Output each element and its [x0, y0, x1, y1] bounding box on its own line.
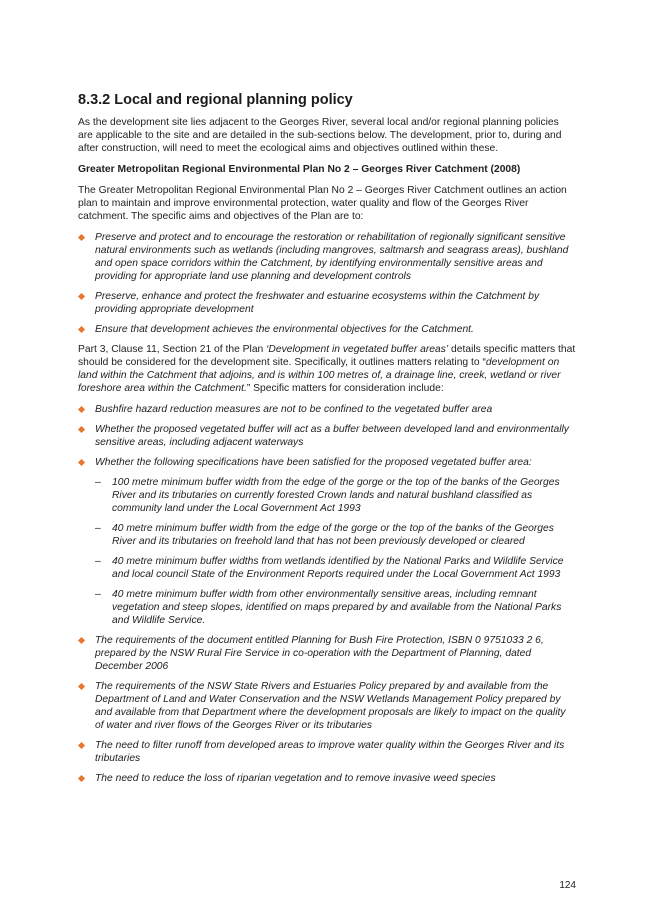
- list-item: The requirements of the NSW State Rivers and Estuaries Policy prepared by and available from the Department of Land and Water Conservation and the NSW Wetlands Management Policy prepared by and available from that Department where the development proposals are likely to impact on the quality of water and river flows of the Georges River or its tributaries: [78, 680, 576, 732]
- list-item: The need to reduce the loss of riparian vegetation and to remove invasive weed species: [78, 772, 576, 785]
- list-item: Preserve, enhance and protect the freshwater and estuarine ecosystems within the Catchment by providing appropriate development: [78, 290, 576, 316]
- list-item: Whether the proposed vegetated buffer will act as a buffer between developed land and environmentally sensitive areas, including adjacent waterways: [78, 423, 576, 449]
- list-item: [78, 456, 576, 627]
- clause-title: ‘Development in vegetated buffer areas’: [266, 344, 449, 355]
- intro-paragraph: As the development site lies adjacent to the Georges River, several local and/or regional planning policies are applicable to the site and are detailed in the sub-sections below. The development, prior to, during and after construction, will need to meet the ecological aims and objectives outlined within these.: [78, 117, 562, 154]
- clause-text-3: ” Specific matters for consideration include:: [246, 383, 444, 394]
- matters-list: [78, 403, 576, 785]
- list-item: The requirements of the document entitled Planning for Bush Fire Protection, ISBN 0 9751033 2 6, prepared by the NSW Rural Fire Service in co-operation with the Department of Planning, dated December 2006: [78, 634, 576, 673]
- sub-list-item: – 40 metre minimum buffer width from other environmentally sensitive areas, including remnant vegetation and steep slopes, identified on maps prepared by and available from the National Parks and Wildlife Service.: [95, 588, 576, 627]
- page-number: 124: [559, 880, 576, 891]
- clause-text-2: details specific matters that should be considered for the development site. Specifically, it outlines matters relating to “: [78, 344, 576, 368]
- specifications-list: [95, 476, 576, 627]
- plan-subheading: Greater Metropolitan Regional Environmental Plan No 2 – Georges River Catchment (2008): [78, 164, 521, 175]
- list-item: Bushfire hazard reduction measures are not to be confined to the vegetated buffer area: [78, 403, 576, 416]
- sub-list-item: – 100 metre minimum buffer width from the edge of the gorge or the top of the banks of the Georges River and its tributaries on currently forested Crown lands and natural bushland classified as community land under the Local Government Act 1993: [95, 476, 576, 515]
- list-item: Ensure that development achieves the environmental objectives for the Catchment.: [78, 323, 576, 336]
- clause-text-1: Part 3, Clause 11, Section 21 of the Plan: [78, 344, 267, 355]
- sub-list-item: – 40 metre minimum buffer widths from wetlands identified by the National Parks and Wildlife Service and local council State of the Environment Reports required under the Local Government Act 1993: [95, 555, 576, 581]
- plan-description: The Greater Metropolitan Regional Environmental Plan No 2 – Georges River Catchment outlines an action plan to maintain and improve environmental protection, water quality and flow of the Georges River catchment. The specific aims and objectives of the Plan are to:: [78, 185, 567, 222]
- aims-list: [78, 231, 576, 336]
- list-item: Preserve and protect and to encourage the restoration or rehabilitation of regionally significant sensitive natural environments such as wetlands (including mangroves, saltmarsh and seagrass areas), bushland and open space corridors within the Catchment, by identifying environmentally sensitive areas and providing for appropriate land use planning and development controls: [78, 231, 576, 283]
- sub-list-item: – 40 metre minimum buffer width from the edge of the gorge or the top of the banks of the Georges River and its tributaries on freehold land that has not been previously developed or cleared: [95, 522, 576, 548]
- list-item: The need to filter runoff from developed areas to improve water quality within the Georges River and its tributaries: [78, 739, 576, 765]
- clause-quote: development on land within the Catchment that adjoins, and is within 100 metres of, a drainage line, creek, wetland or river foreshore area within the Catchment.: [78, 357, 561, 394]
- section-heading: 8.3.2 Local and regional planning policy: [78, 92, 353, 108]
- clause-paragraph: [78, 343, 576, 395]
- list-item-text: Whether the following specifications have been satisfied for the proposed vegetated buffer area:: [95, 457, 532, 468]
- document-page: [78, 92, 576, 792]
